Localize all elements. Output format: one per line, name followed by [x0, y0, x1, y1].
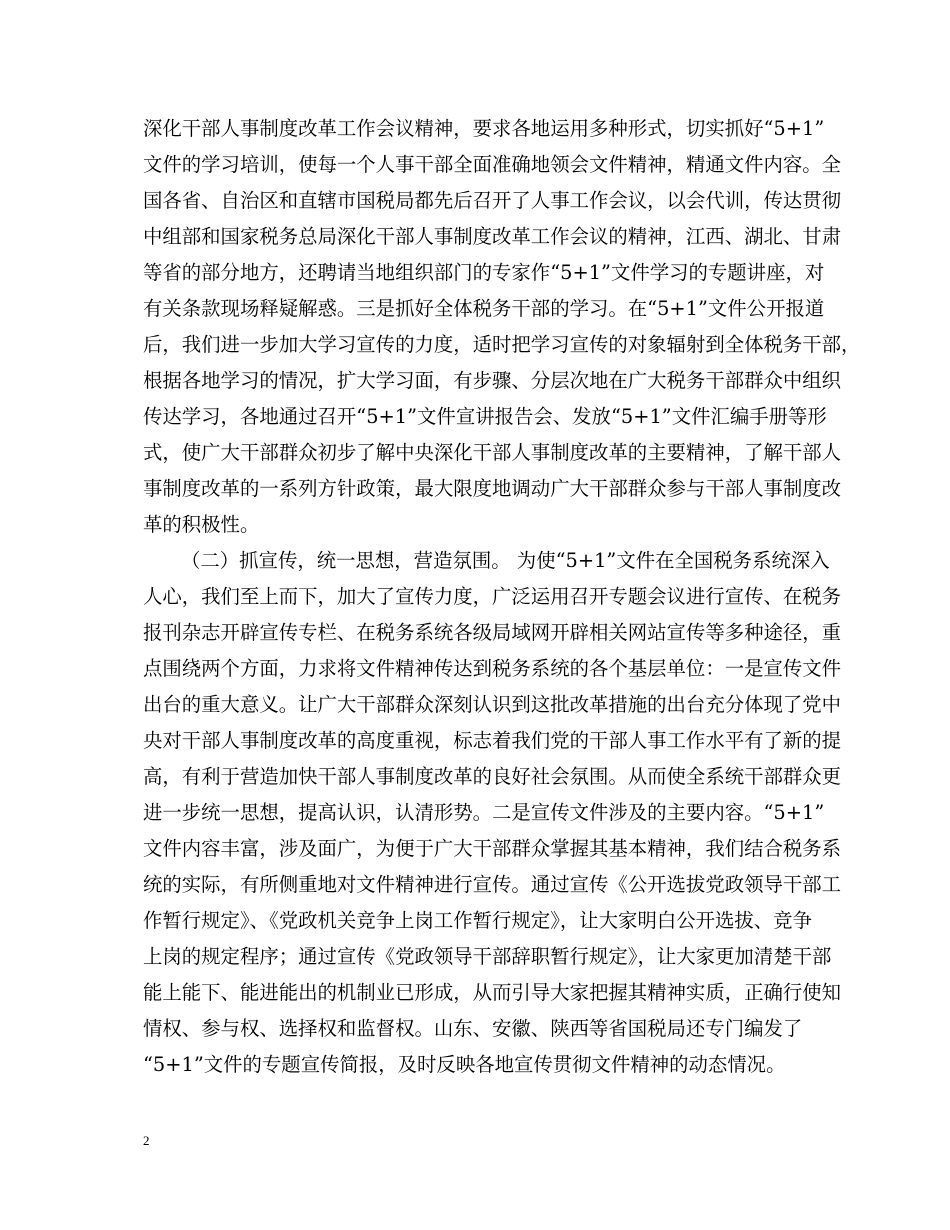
text-line-17: 出台的重大意义。让广大干部群众深刻认识到这批改革措施的出台充分体现了党中: [143, 693, 842, 716]
text-line-7: 后，我们进一步加大学习宣传的力度，适时把学习宣传的对象辐射到全体税务干部，: [143, 333, 861, 356]
text-line-20: 进一步统一思想，提高认识，认清形势。二是宣传文件涉及的主要内容。“5+1”: [143, 801, 825, 824]
text-line-18: 央对干部人事制度改革的高度重视，标志着我们党的干部人事工作水平有了新的提: [143, 729, 842, 752]
text-line-6: 有关条款现场释疑解惑。三是抓好全体税务干部的学习。在“5+1”文件公开报道: [143, 297, 825, 320]
text-line-26: 情权、参与权、选择权和监督权。山东、安徽、陕西等省国税局还专门编发了: [143, 1017, 803, 1040]
text-line-1: 深化干部人事制度改革工作会议精神，要求各地运用多种形式，切实抓好“5+1”: [143, 117, 825, 140]
page-number: 2: [143, 1133, 150, 1148]
text-line-2: 文件的学习培训，使每一个人事干部全面准确地领会文件精神，精通文件内容。全: [143, 153, 842, 176]
text-line-19: 高，有利于营造加快干部人事制度改革的良好社会氛围。从而使全系统干部群众更: [143, 765, 842, 788]
text-line-9: 传达学习，各地通过召开“5+1”文件宣讲报告会、发放“5+1”文件汇编手册等形: [143, 405, 827, 428]
text-line-23: 作暂行规定》、《党政机关竞争上岗工作暂行规定》，让大家明白公开选拔、竞争: [143, 909, 812, 932]
text-line-13: （二）抓宣传，统一思想，营造氛围。 为使“5+1”文件在全国税务系统深入: [181, 549, 830, 572]
text-line-12: 革的积极性。: [143, 513, 260, 536]
text-line-11: 事制度改革的一系列方针政策，最大限度地调动广大干部群众参与干部人事制度改: [143, 477, 842, 500]
text-line-24: 上岗的规定程序；通过宣传《党政领导干部辞职暂行规定》，让大家更加清楚干部: [143, 945, 832, 968]
text-line-3: 国各省、自治区和直辖市国税局都先后召开了人事工作会议，以会代训，传达贯彻: [143, 189, 842, 212]
text-line-8: 根据各地学习的情况，扩大学习面，有步骤、分层次地在广大税务干部群众中组织: [143, 369, 842, 392]
text-line-25: 能上能下、能进能出的机制业已形成，从而引导大家把握其精神实质，正确行使知: [143, 981, 842, 1004]
text-line-4: 中组部和国家税务总局深化干部人事制度改革工作会议的精神，江西、湖北、甘肃: [143, 225, 842, 248]
text-line-22: 统的实际，有所侧重地对文件精神进行宣传。通过宣传《公开选拔党政领导干部工: [143, 873, 842, 896]
text-line-21: 文件内容丰富，涉及面广，为便于广大干部群众掌握其基本精神，我们结合税务系: [143, 837, 842, 860]
text-line-10: 式，使广大干部群众初步了解中央深化干部人事制度改革的主要精神，了解干部人: [143, 441, 842, 464]
text-line-5: 等省的部分地方，还聘请当地组织部门的专家作“5+1”文件学习的专题讲座，对: [143, 261, 825, 284]
text-line-15: 报刊杂志开辟宣传专栏、在税务系统各级局域网开辟相关网站宣传等多种途径，重: [143, 621, 842, 644]
text-line-27: “5+1”文件的专题宣传简报，及时反映各地宣传贯彻文件精神的动态情况。: [143, 1053, 786, 1076]
text-line-16: 点围绕两个方面，力求将文件精神传达到税务系统的各个基层单位：一是宣传文件: [143, 657, 842, 680]
text-line-14: 人心，我们至上而下，加大了宣传力度，广泛运用召开专题会议进行宣传、在税务: [143, 585, 842, 608]
